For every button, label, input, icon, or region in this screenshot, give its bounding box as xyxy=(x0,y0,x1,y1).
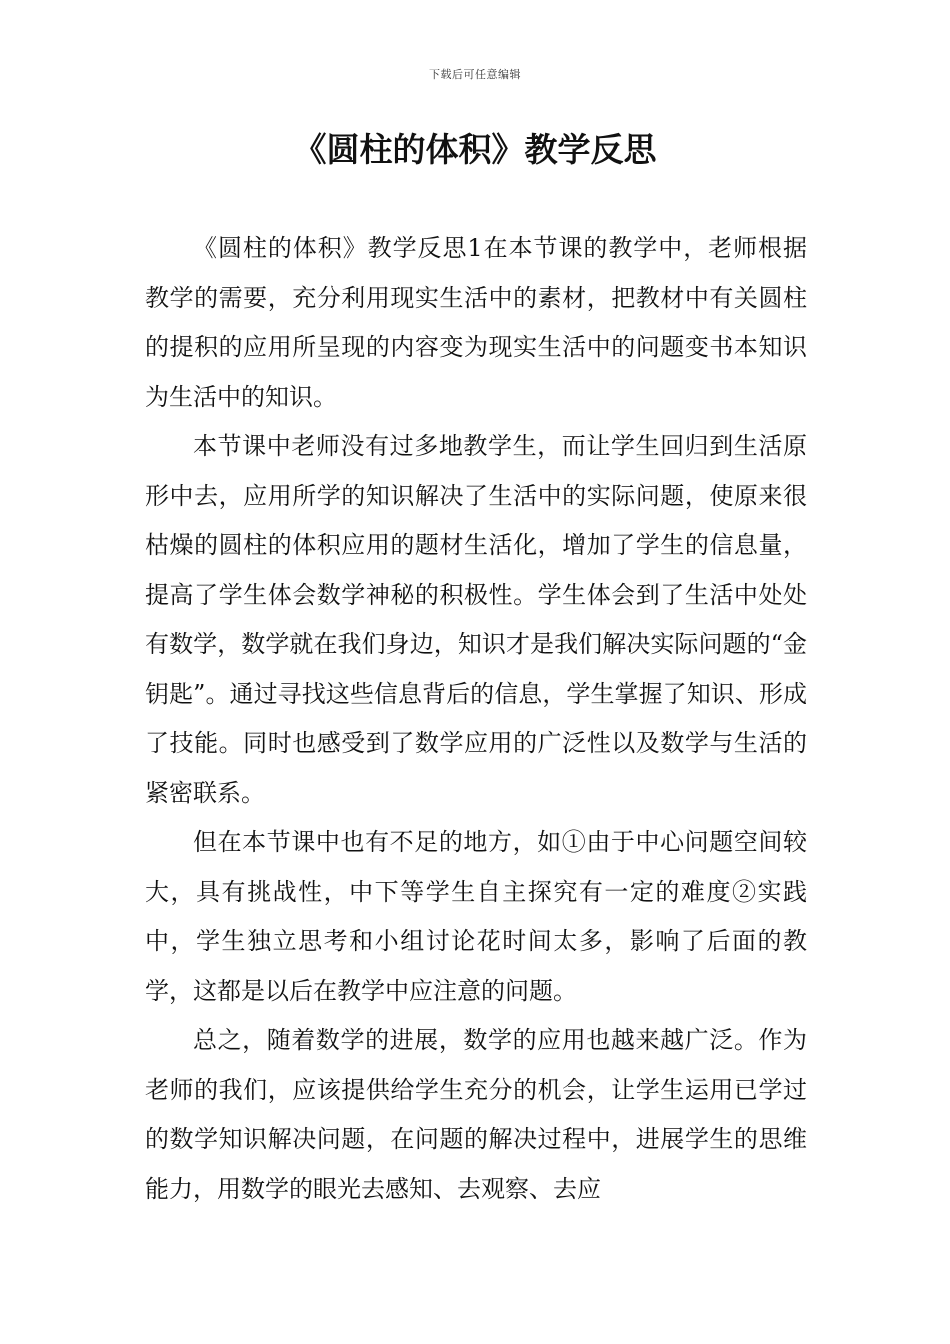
paragraph-4: 总之，随着数学的进展，数学的应用也越来越广泛。作为老师的我们，应该提供给学生充分的机会，让学生运用已学过的数学知识解决问题，在问题的解决过程中，进展学生的思维能力，用数学的眼光去感知、去观察、去应 xyxy=(145,1026,807,1203)
paragraph-2: 本节课中老师没有过多地教学生，而让学生回归到生活原形中去，应用所学的知识解决了生活中的实际问题，使原来很枯燥的圆柱的体积应用的题材生活化，增加了学生的信息量，提高了学生体会数学神秘的积极性。学生体会到了生活中处处有数学，数学就在我们身边，知识才是我们解决实际问题的“金钥匙”。通过寻找这些信息背后的信息，学生掌握了知识、形成了技能。同时也感受到了数学应用的广泛性以及数学与生活的紧密联系。 xyxy=(145,432,807,807)
document-title: 《圆柱的体积》教学反思 xyxy=(293,130,657,169)
header-note: 下载后可任意编辑 xyxy=(429,68,521,81)
paragraph-1: 《圆柱的体积》教学反思1在本节课的教学中，老师根据教学的需要，充分利用现实生活中的素材，把教材中有关圆柱的提积的应用所呈现的内容变为现实生活中的问题变书本知识为生活中的知识。 xyxy=(145,234,807,411)
document-body xyxy=(145,224,807,1214)
paragraph-3: 但在本节课中也有不足的地方，如①由于中心问题空间较大，具有挑战性，中下等学生自主探究有一定的难度②实践中，学生独立思考和小组讨论花时间太多，影响了后面的教学，这都是以后在教学中应注意的问题。 xyxy=(145,828,807,1005)
